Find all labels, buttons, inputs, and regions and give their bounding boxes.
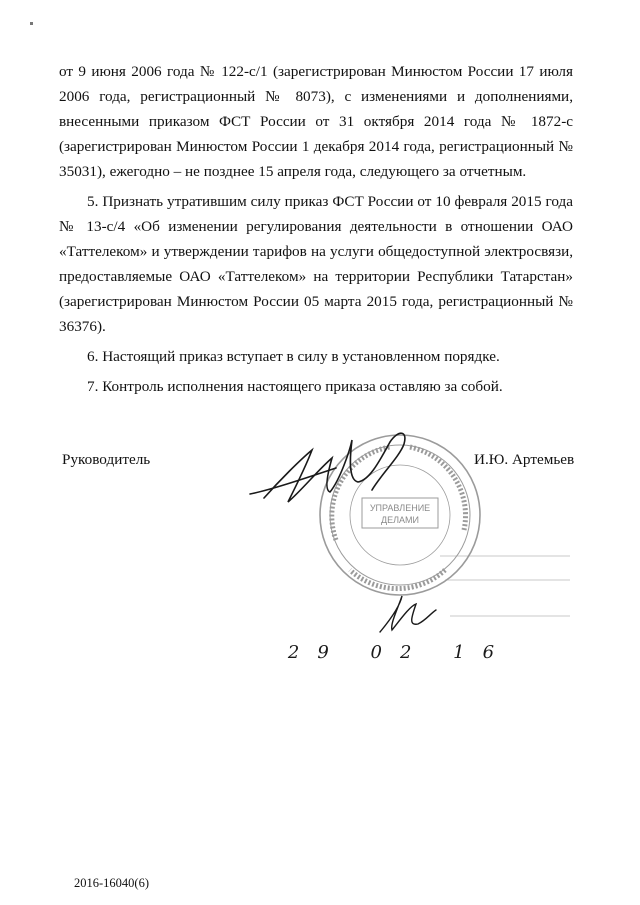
handwritten-initials — [380, 596, 436, 632]
scan-mark — [30, 22, 33, 25]
document-number: 2016-16040(6) — [74, 876, 149, 890]
seal-text-line1: УПРАВЛЕНИЕ — [369, 503, 431, 513]
document-body — [59, 59, 573, 404]
signature-and-seal — [240, 420, 580, 670]
signer-name: И.Ю. Артемьев — [474, 451, 575, 468]
paragraph-continuation: от 9 июня 2006 года № 122-с/1 (зарегистрирован Минюстом России 17 июля 2006 года, регистрационный № 8073), с изменениями и дополнениями, внесенными приказом ФСТ России от 31 октября 2014 года № 1872-с (зарегистрирован Минюстом России 1 декабря 2014 года, регистрационный № 35031), ежегодно – не позднее 15 апреля года, следующего за отчетным. — [59, 63, 573, 180]
paragraph-item-6: 6. Настоящий приказ вступает в силу в установленном порядке. — [87, 348, 500, 365]
signer-title: Руководитель — [62, 451, 151, 468]
registration-lines — [440, 556, 570, 616]
handwritten-signature — [250, 433, 405, 502]
paragraph-item-5: 5. Признать утратившим силу приказ ФСТ России от 10 февраля 2015 года № 13-с/4 «Об изменении регулирования деятельности в отношении ОАО «Таттелеком» и утверждении тарифов на услуги общедоступной электросвязи, предоставляемые ОАО «Таттелеком» на территории Республики Татарстан» (зарегистрирован Минюстом России 05 марта 2015 года, регистрационный № 36376). — [59, 193, 573, 335]
handwritten-date: 29 02 16 — [287, 642, 513, 663]
paragraph-item-7: 7. Контроль исполнения настоящего приказа оставляю за собой. — [87, 378, 503, 395]
seal-text-line2: ДЕЛАМИ — [381, 515, 419, 525]
